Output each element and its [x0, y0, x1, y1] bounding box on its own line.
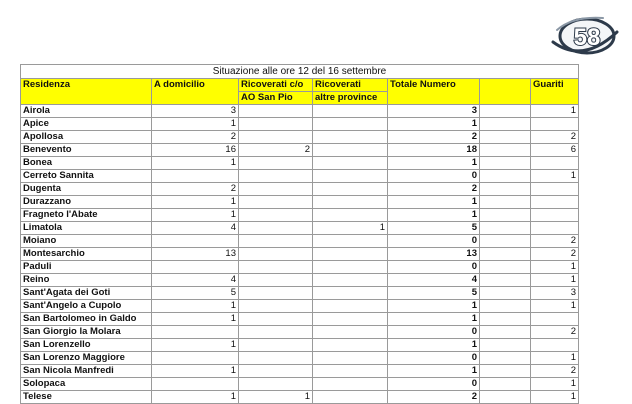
- cell-totale: 2: [388, 183, 480, 196]
- cell-ricoverati-altre: [313, 287, 388, 300]
- cell-guariti: 2: [531, 248, 579, 261]
- cell-blank: [480, 339, 531, 352]
- cell-a-domicilio: 4: [152, 222, 239, 235]
- cell-blank: [480, 157, 531, 170]
- table-row: [21, 339, 579, 352]
- table-row: [21, 326, 579, 339]
- cell-guariti: 1: [531, 274, 579, 287]
- cell-blank: [480, 131, 531, 144]
- cell-ricoverati-altre: [313, 378, 388, 391]
- header-residenza-2: [21, 92, 152, 105]
- cell-ricoverati-ao: [239, 261, 313, 274]
- cell-totale: 0: [388, 235, 480, 248]
- cell-ricoverati-ao: [239, 274, 313, 287]
- cell-a-domicilio: 1: [152, 313, 239, 326]
- cell-blank: [480, 261, 531, 274]
- cell-blank: [480, 352, 531, 365]
- cell-ricoverati-altre: [313, 365, 388, 378]
- table-row: [21, 300, 579, 313]
- cell-blank: [480, 105, 531, 118]
- cell-a-domicilio: [152, 261, 239, 274]
- cell-blank: [480, 391, 531, 404]
- cell-guariti: 1: [531, 378, 579, 391]
- cell-a-domicilio: [152, 378, 239, 391]
- table-row: [21, 196, 579, 209]
- cell-blank: [480, 287, 531, 300]
- cell-ricoverati-ao: [239, 378, 313, 391]
- table-row: [21, 313, 579, 326]
- cell-guariti: [531, 313, 579, 326]
- cell-ricoverati-ao: [239, 183, 313, 196]
- cell-guariti: 2: [531, 326, 579, 339]
- header-guariti: Guariti: [531, 79, 579, 92]
- cell-ricoverati-ao: [239, 339, 313, 352]
- table-title: Situazione alle ore 12 del 16 settembre: [21, 65, 579, 79]
- cell-residenza: Airola: [21, 105, 152, 118]
- cell-totale: 0: [388, 352, 480, 365]
- cell-guariti: [531, 222, 579, 235]
- cell-residenza: Benevento: [21, 144, 152, 157]
- cell-guariti: 1: [531, 391, 579, 404]
- cell-blank: [480, 118, 531, 131]
- cell-blank: [480, 313, 531, 326]
- cell-totale: 1: [388, 157, 480, 170]
- cell-ricoverati-altre: [313, 261, 388, 274]
- cell-ricoverati-ao: [239, 170, 313, 183]
- table-row: [21, 378, 579, 391]
- cell-ricoverati-altre: 1: [313, 222, 388, 235]
- cell-totale: 5: [388, 287, 480, 300]
- cell-residenza: Reino: [21, 274, 152, 287]
- cell-totale: 1: [388, 209, 480, 222]
- cell-blank: [480, 365, 531, 378]
- cell-ricoverati-ao: [239, 313, 313, 326]
- cell-a-domicilio: 1: [152, 391, 239, 404]
- channel-58-logo: [543, 12, 623, 62]
- table-row: [21, 144, 579, 157]
- cell-ricoverati-altre: [313, 131, 388, 144]
- cell-totale: 0: [388, 378, 480, 391]
- cell-residenza: Telese: [21, 391, 152, 404]
- cell-a-domicilio: 2: [152, 183, 239, 196]
- cell-a-domicilio: [152, 352, 239, 365]
- cell-totale: 5: [388, 222, 480, 235]
- cell-ricoverati-altre: [313, 352, 388, 365]
- cell-ricoverati-ao: [239, 287, 313, 300]
- cell-totale: 1: [388, 313, 480, 326]
- cell-guariti: 1: [531, 170, 579, 183]
- cell-ricoverati-altre: [313, 144, 388, 157]
- cell-a-domicilio: 5: [152, 287, 239, 300]
- cell-residenza: Apice: [21, 118, 152, 131]
- cell-ricoverati-ao: [239, 157, 313, 170]
- cell-ricoverati-altre: [313, 157, 388, 170]
- cell-a-domicilio: 1: [152, 300, 239, 313]
- table-row: [21, 261, 579, 274]
- table-row: [21, 365, 579, 378]
- cell-a-domicilio: 1: [152, 339, 239, 352]
- cell-residenza: Bonea: [21, 157, 152, 170]
- cell-blank: [480, 209, 531, 222]
- cell-ricoverati-altre: [313, 313, 388, 326]
- cell-totale: 1: [388, 118, 480, 131]
- cell-ricoverati-ao: [239, 326, 313, 339]
- cell-a-domicilio: 1: [152, 157, 239, 170]
- cell-a-domicilio: [152, 326, 239, 339]
- cell-residenza: Durazzano: [21, 196, 152, 209]
- cell-a-domicilio: [152, 170, 239, 183]
- cell-totale: 0: [388, 261, 480, 274]
- table-row: [21, 131, 579, 144]
- cell-ricoverati-altre: [313, 248, 388, 261]
- cell-totale: 1: [388, 196, 480, 209]
- cell-guariti: [531, 209, 579, 222]
- cell-totale: 13: [388, 248, 480, 261]
- cell-blank: [480, 300, 531, 313]
- cell-totale: 1: [388, 339, 480, 352]
- cell-blank: [480, 183, 531, 196]
- cell-ricoverati-altre: [313, 209, 388, 222]
- cell-blank: [480, 235, 531, 248]
- cell-ricoverati-ao: [239, 196, 313, 209]
- cell-residenza: San Nicola Manfredi: [21, 365, 152, 378]
- header-residenza: Residenza: [21, 79, 152, 92]
- cell-residenza: Fragneto l'Abate: [21, 209, 152, 222]
- cell-ricoverati-ao: [239, 118, 313, 131]
- cell-guariti: 6: [531, 144, 579, 157]
- table-row: [21, 157, 579, 170]
- cell-guariti: 1: [531, 352, 579, 365]
- cell-residenza: Cerreto Sannita: [21, 170, 152, 183]
- cell-residenza: Solopaca: [21, 378, 152, 391]
- cell-ricoverati-ao: [239, 105, 313, 118]
- cell-blank: [480, 274, 531, 287]
- table-row: [21, 105, 579, 118]
- cell-ricoverati-altre: [313, 105, 388, 118]
- cell-ricoverati-ao: 1: [239, 391, 313, 404]
- header-ricoverati-altre-2: altre province: [313, 92, 388, 105]
- cell-a-domicilio: 1: [152, 196, 239, 209]
- header-a-domicilio-2: [152, 92, 239, 105]
- cell-residenza: Sant'Angelo a Cupolo: [21, 300, 152, 313]
- cell-a-domicilio: 1: [152, 209, 239, 222]
- cell-ricoverati-altre: [313, 274, 388, 287]
- cell-residenza: Sant'Agata dei Goti: [21, 287, 152, 300]
- table-row: [21, 235, 579, 248]
- cell-a-domicilio: 2: [152, 131, 239, 144]
- cell-guariti: [531, 183, 579, 196]
- cell-ricoverati-altre: [313, 196, 388, 209]
- cell-guariti: 3: [531, 287, 579, 300]
- cell-residenza: Montesarchio: [21, 248, 152, 261]
- cell-guariti: 2: [531, 365, 579, 378]
- cell-ricoverati-altre: [313, 235, 388, 248]
- header-row-2: [21, 92, 579, 105]
- cell-blank: [480, 248, 531, 261]
- cell-totale: 18: [388, 144, 480, 157]
- cell-residenza: Apollosa: [21, 131, 152, 144]
- cell-ricoverati-ao: [239, 352, 313, 365]
- header-guariti-2: [531, 92, 579, 105]
- cell-a-domicilio: [152, 235, 239, 248]
- cell-totale: 2: [388, 391, 480, 404]
- cell-ricoverati-altre: [313, 170, 388, 183]
- cell-ricoverati-ao: [239, 248, 313, 261]
- cell-residenza: Paduli: [21, 261, 152, 274]
- cell-totale: 1: [388, 365, 480, 378]
- cell-a-domicilio: 3: [152, 105, 239, 118]
- header-ricoverati-altre: Ricoverati: [313, 79, 388, 92]
- cell-guariti: [531, 339, 579, 352]
- logo-text: 58: [573, 24, 601, 51]
- table-row: [21, 118, 579, 131]
- cell-guariti: 1: [531, 105, 579, 118]
- cell-ricoverati-altre: [313, 326, 388, 339]
- table-row: [21, 170, 579, 183]
- table-row: [21, 352, 579, 365]
- cell-ricoverati-ao: [239, 222, 313, 235]
- cell-guariti: [531, 157, 579, 170]
- cell-guariti: 2: [531, 235, 579, 248]
- cell-totale: 0: [388, 326, 480, 339]
- cell-ricoverati-altre: [313, 183, 388, 196]
- data-sheet: [20, 64, 579, 404]
- cell-a-domicilio: 4: [152, 274, 239, 287]
- cell-a-domicilio: 16: [152, 144, 239, 157]
- cell-ricoverati-altre: [313, 300, 388, 313]
- cell-totale: 1: [388, 300, 480, 313]
- cell-guariti: [531, 196, 579, 209]
- cell-ricoverati-altre: [313, 118, 388, 131]
- cell-ricoverati-ao: 2: [239, 144, 313, 157]
- cell-ricoverati-ao: [239, 365, 313, 378]
- table-title-row: [21, 65, 579, 79]
- header-totale: Totale Numero: [388, 79, 480, 92]
- cell-guariti: 1: [531, 261, 579, 274]
- cell-ricoverati-ao: [239, 300, 313, 313]
- cell-blank: [480, 222, 531, 235]
- table-row: [21, 183, 579, 196]
- cell-totale: 0: [388, 170, 480, 183]
- cell-blank: [480, 326, 531, 339]
- cell-blank: [480, 196, 531, 209]
- cell-blank: [480, 144, 531, 157]
- cell-residenza: San Lorenzo Maggiore: [21, 352, 152, 365]
- cell-guariti: [531, 118, 579, 131]
- cell-blank: [480, 378, 531, 391]
- cell-guariti: 2: [531, 131, 579, 144]
- cell-a-domicilio: 1: [152, 365, 239, 378]
- cell-ricoverati-altre: [313, 339, 388, 352]
- cell-blank: [480, 170, 531, 183]
- cell-a-domicilio: 1: [152, 118, 239, 131]
- cell-residenza: Moiano: [21, 235, 152, 248]
- cell-ricoverati-ao: [239, 209, 313, 222]
- cell-residenza: San Giorgio la Molara: [21, 326, 152, 339]
- cell-residenza: San Bartolomeo in Galdo: [21, 313, 152, 326]
- cell-residenza: San Lorenzello: [21, 339, 152, 352]
- table-row: [21, 248, 579, 261]
- cell-totale: 3: [388, 105, 480, 118]
- cell-ricoverati-ao: [239, 131, 313, 144]
- header-ricoverati-ao: Ricoverati c/o: [239, 79, 313, 92]
- cell-guariti: 1: [531, 300, 579, 313]
- table-row: [21, 287, 579, 300]
- table-row: [21, 391, 579, 404]
- table-row: [21, 274, 579, 287]
- header-ricoverati-ao-2: AO San Pio: [239, 92, 313, 105]
- header-blank-2: [480, 92, 531, 105]
- cell-totale: 4: [388, 274, 480, 287]
- cell-residenza: Dugenta: [21, 183, 152, 196]
- cell-ricoverati-ao: [239, 235, 313, 248]
- cell-totale: 2: [388, 131, 480, 144]
- header-totale-2: [388, 92, 480, 105]
- header-a-domicilio: A domicilio: [152, 79, 239, 92]
- table-row: [21, 209, 579, 222]
- cell-ricoverati-altre: [313, 391, 388, 404]
- table-row: [21, 222, 579, 235]
- header-blank: [480, 79, 531, 92]
- header-row-1: [21, 79, 579, 92]
- cell-residenza: Limatola: [21, 222, 152, 235]
- cases-table: [20, 64, 579, 404]
- cell-a-domicilio: 13: [152, 248, 239, 261]
